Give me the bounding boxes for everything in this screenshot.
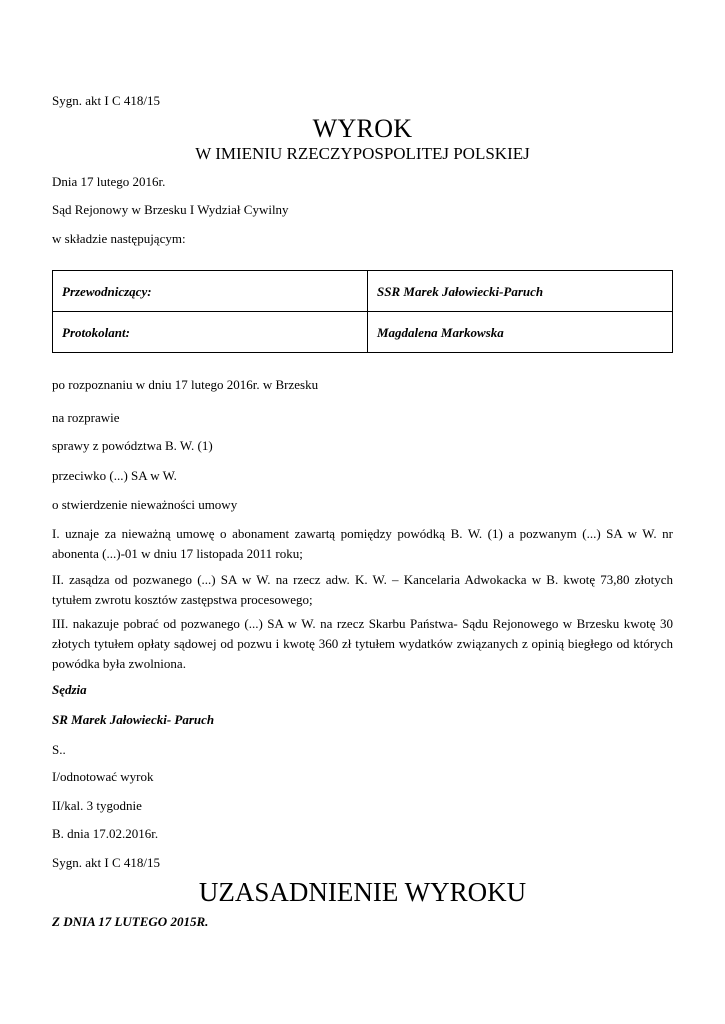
ruling-3: III. nakazuje pobrać od pozwanego (...) SA w W. na rzecz Skarbu Państwa- Sądu Rejonowego w Brzesku kwotę 30 złotych tytułem opłaty sądowej od pozwu i kwotę 360 zł tytułem wydatków związanych z opinią biegłego od których powódka była zwolniona. — [52, 616, 673, 671]
judge-name: SR Marek Jałowiecki- Paruch — [52, 712, 215, 727]
against-line: przeciwko (...) SA w W. — [52, 468, 177, 483]
justification-title: UZASADNIENIE WYROKU — [198, 877, 527, 907]
verdict-title: WYROK — [312, 114, 413, 143]
case-signature-top: Sygn. akt I C 418/15 — [52, 93, 160, 108]
composition-intro: w składzie następującym: — [52, 231, 186, 246]
presiding-judge-name: SSR Marek Jałowiecki-Paruch — [368, 271, 673, 312]
note-s: S.. — [52, 742, 66, 757]
verdict-subtitle: W IMIENIU RZECZYPOSPOLITEJ POLSKIEJ — [195, 144, 530, 163]
table-row — [53, 271, 673, 312]
justification-date: Z DNIA 17 LUTEGO 2015R. — [52, 914, 209, 929]
ruling-1: I. uznaje za nieważną umowę o abonament zawartą pomiędzy powódką B. W. (1) a pozwanym (...) SA w W. nr abonenta (...)-01 w dniu 17 listopada 2011 roku; — [52, 526, 673, 561]
verdict-date: Dnia 17 lutego 2016r. — [52, 174, 166, 189]
composition-table — [52, 270, 673, 353]
note-record-verdict: I/odnotować wyrok — [52, 769, 154, 784]
presiding-judge-label: Przewodniczący: — [53, 271, 368, 312]
clerk-label: Protokolant: — [53, 312, 368, 353]
subject-line: o stwierdzenie nieważności umowy — [52, 497, 238, 512]
session-line: na rozprawie — [52, 410, 120, 425]
hearing-line: po rozpoznaniu w dniu 17 lutego 2016r. w Brzesku — [52, 377, 319, 392]
ruling-2: II. zasądza od pozwanego (...) SA w W. na rzecz adw. K. W. – Kancelaria Adwokacka w B. kwotę 73,80 złotych tytułem zwrotu kosztów zastępstwa procesowego; — [52, 572, 673, 607]
judge-label: Sędzia — [52, 682, 87, 697]
clerk-name: Magdalena Markowska — [368, 312, 673, 353]
court-name: Sąd Rejonowy w Brzesku I Wydział Cywilny — [52, 202, 289, 217]
claim-line: sprawy z powództwa B. W. (1) — [52, 438, 213, 453]
note-date: B. dnia 17.02.2016r. — [52, 826, 159, 841]
table-row — [53, 312, 673, 353]
case-signature-bottom: Sygn. akt I C 418/15 — [52, 855, 160, 870]
note-calendar: II/kal. 3 tygodnie — [52, 798, 142, 813]
